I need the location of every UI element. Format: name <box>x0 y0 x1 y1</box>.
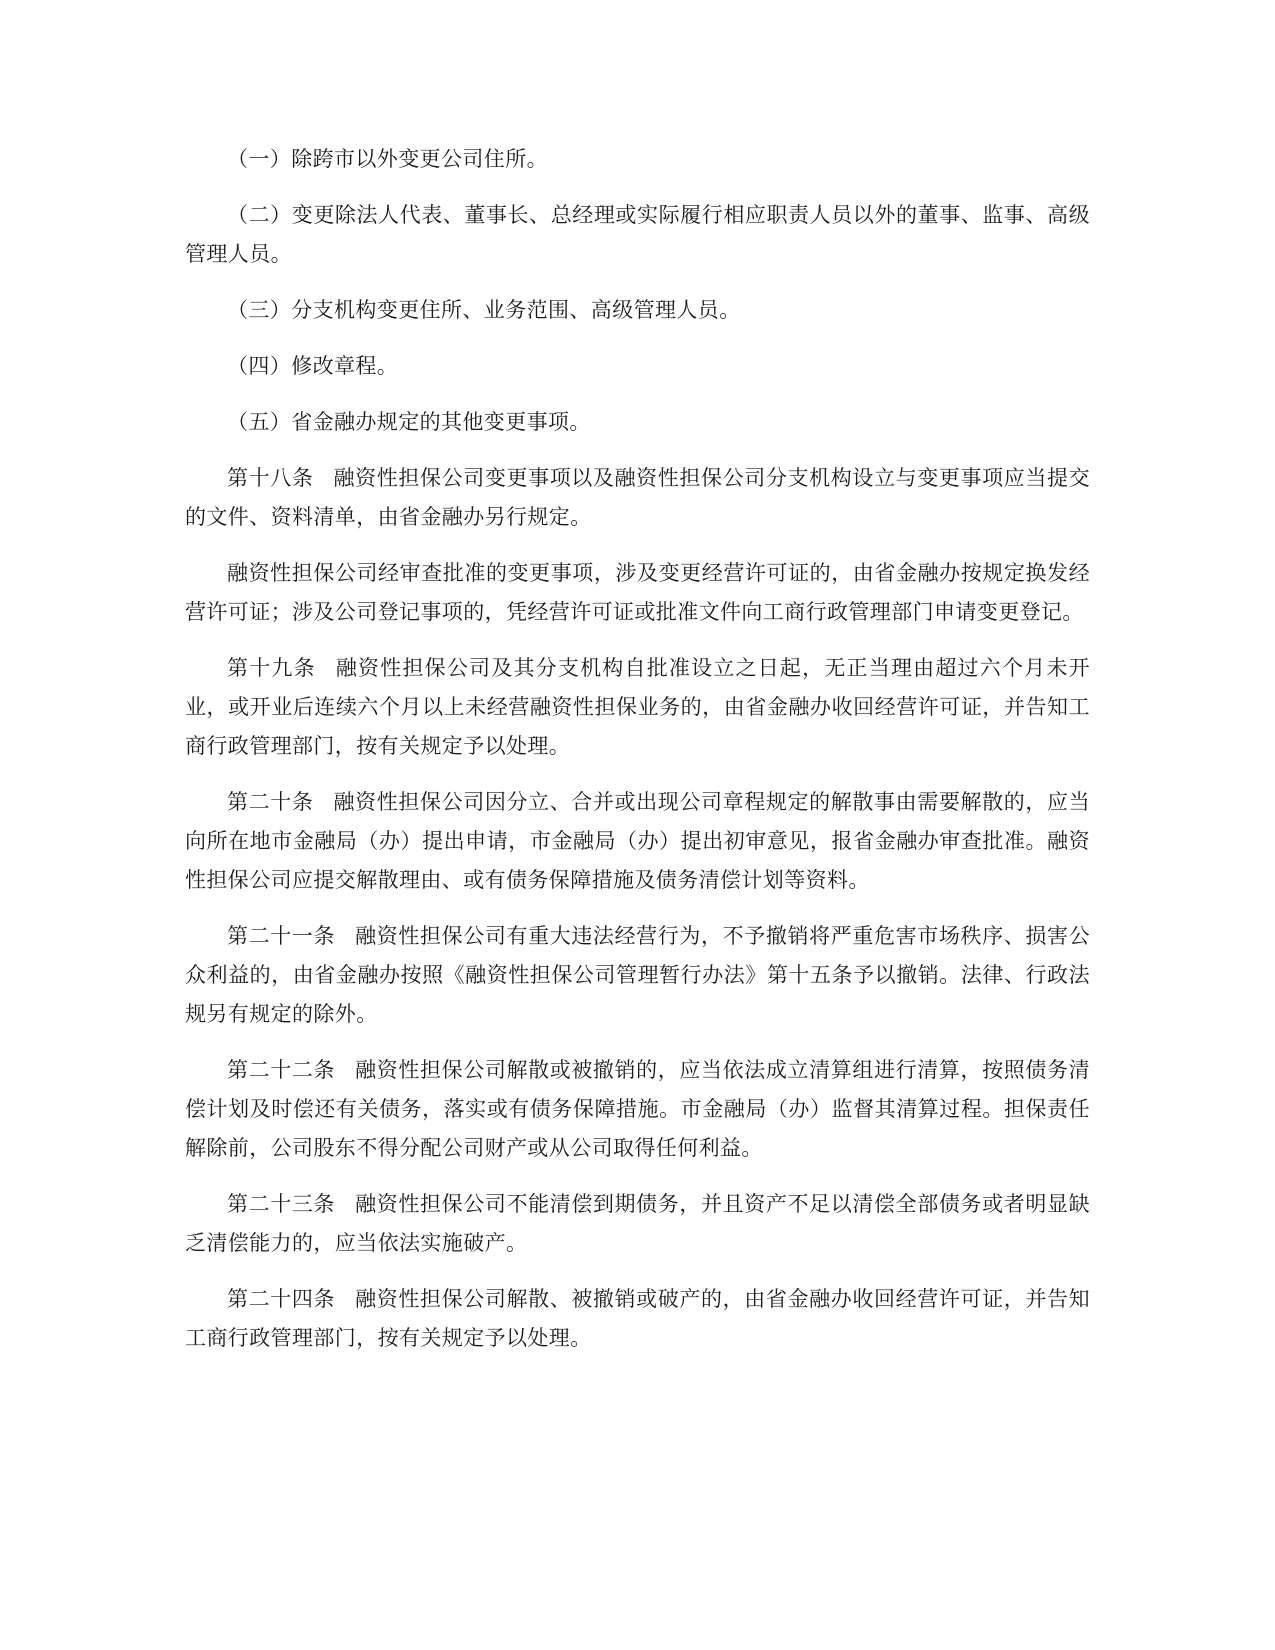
article-19 <box>185 649 1090 766</box>
article-21 <box>185 917 1090 1034</box>
paragraph-text: 融资性担保公司解散或被撤销的，应当依法成立清算组进行清算，按照债务清偿计划及时偿还有关债务，落实或有债务保障措施。市金融局（办）监督其清算过程。担保责任解除前，公司股东不得分配公司财产或从公司取得任何利益。 <box>185 1058 1090 1160</box>
paragraph-text: （三）分支机构变更住所、业务范围、高级管理人员。 <box>227 298 741 322</box>
paragraph-7 <box>185 554 1090 632</box>
paragraph-text: 融资性担保公司因分立、合并或出现公司章程规定的解散事由需要解散的，应当向所在地市金融局（办）提出申请，市金融局（办）提出初审意见，报省金融办审查批准。融资性担保公司应提交解散理由、或有债务保障措施及债务清偿计划等资料。 <box>185 790 1090 892</box>
paragraph-2 <box>185 196 1090 274</box>
paragraph-1 <box>185 140 1090 179</box>
paragraph-text: （二）变更除法人代表、董事长、总经理或实际履行相应职责人员以外的董事、监事、高级管理人员。 <box>185 203 1090 266</box>
paragraph-text: （一）除跨市以外变更公司住所。 <box>227 147 548 171</box>
paragraph-5 <box>185 403 1090 442</box>
paragraph-text: （四）修改章程。 <box>227 354 399 378</box>
paragraph-text: 融资性担保公司不能清偿到期债务，并且资产不足以清偿全部债务或者明显缺乏清偿能力的，应当依法实施破产。 <box>185 1192 1090 1255</box>
article-number: 第二十二条 <box>227 1058 336 1082</box>
paragraph-text: （五）省金融办规定的其他变更事项。 <box>227 410 591 434</box>
article-number: 第二十四条 <box>227 1287 336 1311</box>
paragraph-text: 融资性担保公司有重大违法经营行为，不予撤销将严重危害市场秩序、损害公众利益的，由省金融办按照《融资性担保公司管理暂行办法》第十五条予以撤销。法律、行政法规另有规定的除外。 <box>185 924 1090 1026</box>
paragraph-text: 融资性担保公司解散、被撤销或破产的，由省金融办收回经营许可证，并告知工商行政管理部门，按有关规定予以处理。 <box>185 1287 1090 1350</box>
article-number: 第二十三条 <box>227 1192 336 1216</box>
article-23 <box>185 1185 1090 1263</box>
paragraph-text: 融资性担保公司变更事项以及融资性担保公司分支机构设立与变更事项应当提交的文件、资料清单，由省金融办另行规定。 <box>185 466 1090 529</box>
article-24 <box>185 1280 1090 1358</box>
document-body <box>185 140 1090 1375</box>
paragraph-text: 融资性担保公司及其分支机构自批准设立之日起，无正当理由超过六个月未开业，或开业后连续六个月以上未经营融资性担保业务的，由省金融办收回经营许可证，并告知工商行政管理部门，按有关规定予以处理。 <box>185 656 1090 758</box>
paragraph-4 <box>185 347 1090 386</box>
article-number: 第十八条 <box>227 466 314 490</box>
article-22 <box>185 1051 1090 1168</box>
article-number: 第二十条 <box>227 790 314 814</box>
article-number: 第二十一条 <box>227 924 336 948</box>
paragraph-3 <box>185 291 1090 330</box>
article-20 <box>185 783 1090 900</box>
article-number: 第十九条 <box>227 656 316 680</box>
article-18 <box>185 459 1090 537</box>
paragraph-text: 融资性担保公司经审查批准的变更事项，涉及变更经营许可证的，由省金融办按规定换发经营许可证；涉及公司登记事项的，凭经营许可证或批准文件向工商行政管理部门申请变更登记。 <box>185 561 1090 624</box>
